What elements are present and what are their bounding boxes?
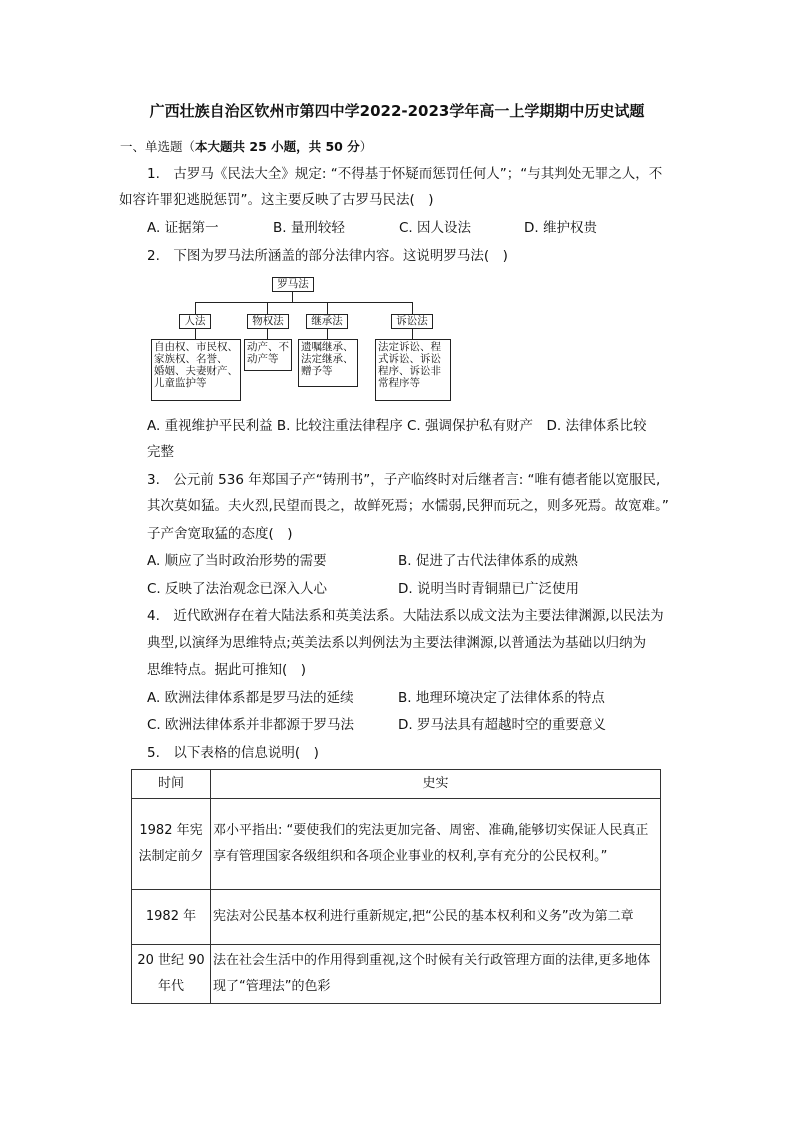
table-row [132,799,661,890]
q4-stem-line1: 4. 近代欧洲存在着大陆法系和英美法系。大陆法系以成文法为主要法律渊源,以民法为 [147,608,664,624]
q1-option-b: B. 量刑较轻 [273,220,345,236]
q4-stem-line3: 思维特点。据此可推知( ) [147,662,307,678]
history-table [131,769,661,1004]
connector [195,302,412,303]
leaf-line: 动产、不 [247,341,289,353]
leaf-line: 婚姻、夫妻财产、 [154,365,238,377]
table-cell-time: 1982 年宪法制定前夕 [132,799,211,890]
connector [267,302,268,314]
leaf-line: 遗嘱继承、 [301,341,354,353]
q3-stem-line1: 3. 公元前 536 年郑国子产“铸刑书”，子产临终时对后继者言: “唯有德者能以宽服民, [147,472,661,488]
connector [195,329,196,339]
connector [412,329,413,339]
section-label: 一、单选题（ [120,139,196,154]
leaf-line: 家族权、名誉、 [154,353,228,365]
table-cell-fact: 法在社会生活中的作用得到重视,这个时候有关行政管理方面的法律,更多地体现了“管理法”的色彩 [211,945,661,1004]
q3-stem-line3: 子产舍宽取猛的态度( ) [147,526,293,542]
roman-law-diagram [148,274,440,390]
diagram-root: 罗马法 [272,277,314,292]
q4-option-d: D. 罗马法具有超越时空的重要意义 [398,717,606,733]
leaf-line: 赠予等 [301,365,333,377]
q1-option-d: D. 维护权贵 [524,220,597,236]
leaf-line: 法定继承、 [301,353,354,365]
q1-option-c: C. 因人设法 [399,220,472,236]
section-end: ） [359,139,373,154]
q4-stem-line2: 典型,以演绎为思维特点;英美法系以判例法为主要法律渊源,以普通法为基础以归纳为 [147,635,647,651]
leaf-procedure-law [375,339,451,401]
q4-option-a: A. 欧洲法律体系都是罗马法的延续 [147,690,354,706]
q3-option-c: C. 反映了法治观念已深入人心 [147,581,328,597]
branch-procedure-law: 诉讼法 [391,314,433,329]
connector [267,329,268,339]
q5-stem: 5. 以下表格的信息说明( ) [147,745,319,761]
q2-stem: 2. 下图为罗马法所涵盖的部分法律内容。这说明罗马法( ) [147,248,508,264]
q2-options-cont: 完整 [147,444,174,460]
table-cell-fact: 宪法对公民基本权利进行重新规定,把“公民的基本权利和义务”改为第二章 [211,890,661,945]
table-cell-time: 1982 年 [132,890,211,945]
q4-option-c: C. 欧洲法律体系并非都源于罗马法 [147,717,355,733]
table-cell-fact: 邓小平指出: “要使我们的宪法更加完备、周密、准确,能够切实保证人民真正享有管理国家各级组织和各项企业事业的权利,享有充分的公民权利。” [211,799,661,890]
leaf-line: 儿童监护等 [154,377,207,389]
q3-option-a: A. 顺应了当时政治形势的需要 [147,553,327,569]
leaf-line: 程序、诉讼非 [378,365,441,377]
q1-option-a: A. 证据第一 [147,220,219,236]
leaf-line: 常程序等 [378,377,420,389]
table-header-row [132,770,661,799]
leaf-line: 式诉讼、诉讼 [378,353,441,365]
q4-option-b: B. 地理环境决定了法律体系的特点 [398,690,605,706]
q2-options: A. 重视维护平民利益 B. 比较注重法律程序 C. 强调保护私有财产 D. 法律体系比较 [147,418,647,434]
table-row [132,945,661,1004]
q3-stem-line2: 其次莫如猛。夫火烈,民望而畏之，故鲜死焉；水懦弱,民狎而玩之，则多死焉。故宽难。” [147,498,669,514]
table-cell-time: 20 世纪 90 年代 [132,945,211,1004]
q1-stem-line2: 如容许罪犯逃脱惩罚”。这主要反映了古罗马民法( ) [119,192,434,208]
q1-stem-line1: 1. 古罗马《民法大全》规定: “不得基于怀疑而惩罚任何人”；“与其判处无罪之人，不 [147,166,663,182]
connector [327,329,328,339]
section-info: 本大题共 25 小题，共 50 分 [195,139,360,154]
branch-inheritance-law: 继承法 [306,314,348,329]
table-row [132,890,661,945]
leaf-line: 自由权、市民权、 [154,341,238,353]
connector [327,302,328,314]
leaf-property-law [244,339,292,371]
q3-option-d: D. 说明当时青铜鼎已广泛使用 [398,581,579,597]
leaf-line: 动产等 [247,353,279,365]
q3-option-b: B. 促进了古代法律体系的成熟 [398,553,578,569]
branch-person-law: 人法 [179,314,211,329]
table-header-facts: 史实 [211,770,661,799]
leaf-person-law [151,339,241,401]
leaf-line: 法定诉讼、程 [378,341,441,353]
connector [292,292,293,302]
page-title: 广西壮族自治区钦州市第四中学2022-2023学年高一上学期期中历史试题 [149,102,645,120]
table-header-time: 时间 [132,770,211,799]
connector [195,302,196,314]
leaf-inheritance-law [298,339,358,387]
connector [412,302,413,314]
section-header [120,137,372,155]
branch-property-law: 物权法 [247,314,289,329]
